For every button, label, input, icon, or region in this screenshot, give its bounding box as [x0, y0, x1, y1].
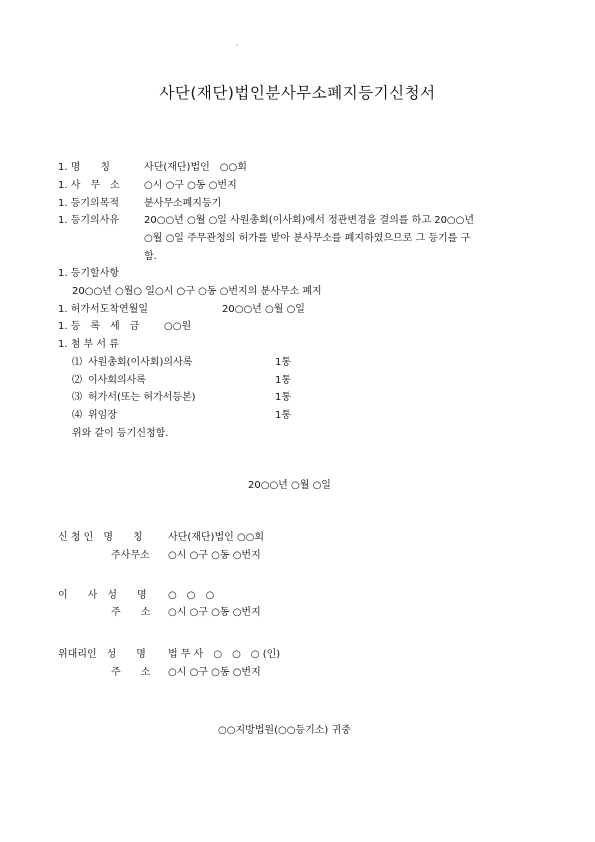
agent-name: 법 무 사 ○ ○ ○ (인) — [168, 649, 281, 660]
document-title: 사단(재단)법인분사무소폐지등기신청서 — [159, 84, 436, 102]
attachment-3-num: ⑶ — [72, 392, 82, 403]
attachment-1-num: ⑴ — [72, 357, 82, 368]
office-label: 1. 사 무 소 — [58, 180, 120, 191]
attachment-4-name: 위임장 — [88, 410, 117, 421]
office-value: ○시 ○구 ○동 ○번지 — [144, 180, 237, 191]
permit-value: 20○○년 ○월 ○일 — [222, 304, 305, 315]
agent-address-label: 주 소 — [111, 667, 151, 678]
attachment-2-count: 1통 — [275, 375, 292, 386]
scan-speck — [236, 44, 238, 46]
tax-value: ○○원 — [164, 321, 192, 332]
attachment-4-count: 1통 — [275, 410, 292, 421]
director-address-label: 주 소 — [111, 607, 151, 618]
attachment-3-count: 1통 — [275, 392, 292, 403]
applicant-name: 사단(재단)법인 ○○회 — [168, 532, 265, 543]
attachment-3-name: 허가서(또는 허가서등본) — [88, 392, 196, 403]
purpose-value: 분사무소폐지등기 — [144, 198, 222, 209]
attachments-label: 1. 첨 부 서 류 — [58, 339, 119, 350]
tax-label: 1. 등 록 세 금 — [58, 321, 140, 332]
attachment-1-name: 사원총회(이사회)의사록 — [88, 357, 193, 368]
reason-line-3: 함. — [144, 251, 157, 262]
applicant-label: 신 청 인 명 칭 — [58, 532, 143, 543]
reason-line-1: 20○○년 ○월 ○일 사원총회(이사회)에서 정관변경을 결의를 하고 20○○년 — [144, 215, 475, 226]
director-name: ○ ○ ○ — [168, 590, 215, 601]
matters-value: 20○○년 ○월○ 일○시 ○구 ○동 ○번지의 분사무소 폐지 — [72, 286, 322, 297]
attachment-2-name: 이사회의사록 — [88, 375, 146, 386]
name-value: 사단(재단)법인 ○○회 — [144, 162, 247, 173]
reason-line-2: ○월 ○일 주무관청의 허가를 받아 분사무소를 폐지하였으므로 그 등기를 구 — [144, 233, 471, 244]
purpose-label: 1. 등기의목적 — [58, 198, 120, 209]
court-addressee: ○○지방법원(○○등기소) 귀중 — [218, 725, 351, 736]
director-label: 이 사 성 명 — [58, 590, 147, 601]
closing-statement: 위와 같이 등기신청함. — [72, 428, 169, 439]
attachment-1-count: 1통 — [275, 357, 292, 368]
agent-address: ○시 ○구 ○동 ○번지 — [168, 667, 261, 678]
applicant-address: ○시 ○구 ○동 ○번지 — [168, 550, 261, 561]
name-label: 1. 명 칭 — [58, 162, 111, 173]
reason-label: 1. 등기의사유 — [58, 215, 120, 226]
attachment-4-num: ⑷ — [72, 410, 82, 421]
attachment-2-num: ⑵ — [72, 375, 82, 386]
applicant-address-label: 주사무소 — [111, 550, 150, 561]
matters-label: 1. 등기할사항 — [58, 268, 120, 279]
permit-label: 1. 허가서도착연월일 — [58, 304, 148, 315]
director-address: ○시 ○구 ○동 ○번지 — [168, 607, 261, 618]
application-date: 20○○년 ○월 ○일 — [248, 480, 331, 491]
agent-label: 위대리인 성 명 — [58, 649, 146, 660]
